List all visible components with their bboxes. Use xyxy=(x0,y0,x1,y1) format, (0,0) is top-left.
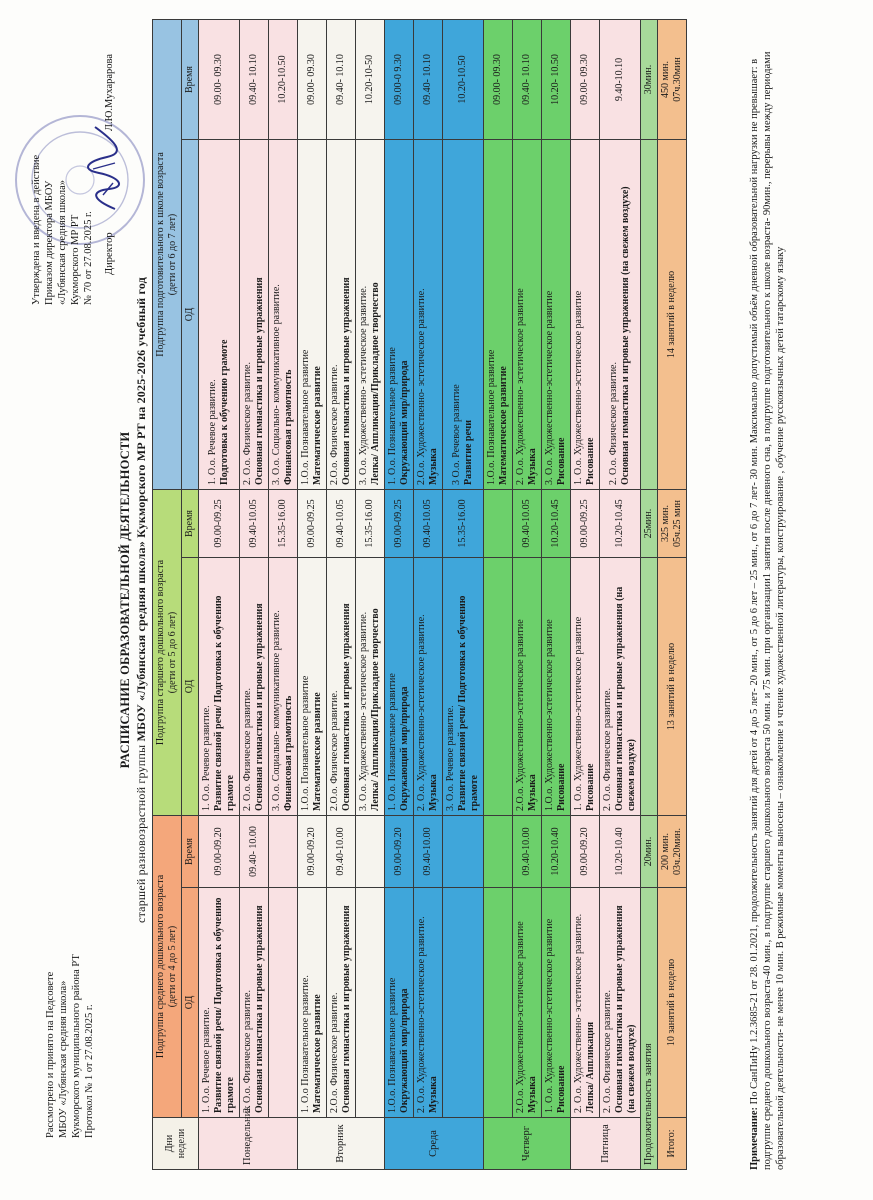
schedule-row xyxy=(240,19,269,1169)
activity-area: 1.О.о. Познавательное развитие xyxy=(486,349,497,485)
day-name: Пятница xyxy=(599,1124,611,1163)
activity-time: 09.40- 10.10 xyxy=(414,19,443,139)
director-label: Директор xyxy=(104,232,115,275)
activity-area: 2. О.о. Художественно- эстетическое развитие xyxy=(515,288,526,485)
activity-title: Подготовка к обучению грамоте xyxy=(219,339,230,485)
group-age: (дети от 6 до 7 лет) xyxy=(167,213,178,296)
activity-cell xyxy=(356,139,385,489)
schedule-row xyxy=(600,19,641,1169)
activity-cell xyxy=(542,888,571,1118)
totals-time-senior xyxy=(658,489,687,557)
activity-cell xyxy=(298,139,327,489)
activity-time: 09.40-10.05 xyxy=(414,489,443,557)
activity-time: 09.40-10.05 xyxy=(513,489,542,557)
activity-time: 10.20-10.40 xyxy=(542,816,571,888)
totals-minutes: 200 мин. xyxy=(660,832,671,871)
duration-value-preparatory: 30мин. xyxy=(641,19,658,139)
duration-label: Продолжительность занятия xyxy=(641,888,658,1170)
header-row-columns xyxy=(182,19,199,1169)
activity-area: 2.О.о. Физическое развитие. xyxy=(329,690,340,811)
activity-area: 2.О.о. Физическое развитие. xyxy=(329,992,340,1113)
activity-cell xyxy=(513,558,542,816)
activity-cell xyxy=(327,558,356,816)
activity-cell xyxy=(600,558,641,816)
totals-hours: 07ч.30мин xyxy=(672,57,683,102)
activity-cell xyxy=(513,139,542,489)
activity-cell xyxy=(269,558,298,816)
activity-title: Развитие связной речи/ Подготовка к обучению грамоте xyxy=(213,897,236,1113)
activity-time: 15.35-16.00 xyxy=(269,489,298,557)
activity-cell xyxy=(356,558,385,816)
activity-area: 2. О.о. Физическое развитие. xyxy=(242,990,253,1113)
approval-right-line: Кукморского МР РТ xyxy=(70,214,81,305)
activity-title: Основная гимнастика и игровые упражнения (на свежем воздухе) xyxy=(614,586,637,811)
activity-area: 1. О.о. Художественно-эстетическое развитие xyxy=(573,616,584,811)
activity-area: 2. О.о. Физическое развитие. xyxy=(242,362,253,485)
activity-time: 09.40- 10.10 xyxy=(327,19,356,139)
activity-cell xyxy=(443,888,484,1118)
activity-area: 2. О.о. Физическое развитие. xyxy=(602,990,613,1113)
activity-title: Окружающий мир/природа xyxy=(399,988,410,1113)
activity-cell xyxy=(385,558,414,816)
activity-title: Рисование xyxy=(585,763,596,811)
activity-area: 1.О.о. Познавательное развитие xyxy=(387,977,398,1113)
totals-count-preparatory: 14 занятий в неделю xyxy=(658,139,687,489)
activity-area: 3. О.о. Социально- коммуникативное развитие. xyxy=(271,610,282,811)
activity-title: Основная гимнастика и игровые упражнения xyxy=(254,603,265,811)
activity-cell xyxy=(571,139,600,489)
day-name: Понедельник xyxy=(242,1105,253,1165)
footnote-label: Примечание: xyxy=(749,1106,760,1170)
activity-area: 2.О.о. Художественно- эстетическое развитие. xyxy=(416,288,427,485)
activity-time: 15.35-16.00 xyxy=(356,489,385,557)
activity-title: Основная гимнастика и игровые упражнения xyxy=(254,905,265,1113)
day-label-thursday xyxy=(484,1118,571,1170)
activity-time: 10.20- 10.50 xyxy=(542,19,571,139)
approval-right-line: № 70 от 27.08.2025 г. xyxy=(83,211,94,305)
activity-title: Рисование xyxy=(585,437,596,485)
activity-time: 09.00- 09.30 xyxy=(199,19,240,139)
activity-cell xyxy=(385,139,414,489)
activity-cell xyxy=(240,558,269,816)
activity-title: Основная гимнастика и игровые упражнения xyxy=(341,277,352,485)
activity-time: 09.40- 10.00 xyxy=(240,816,269,888)
approval-block-right xyxy=(30,25,116,305)
activity-time: 10.20-10.50 xyxy=(443,19,484,139)
approval-block-left xyxy=(44,838,96,1138)
day-name: Четверг xyxy=(521,1125,532,1162)
activity-title: Музыка xyxy=(527,1076,538,1113)
activity-area: 2. О.о. Физическое развитие. xyxy=(242,688,253,811)
activity-cell xyxy=(484,888,513,1118)
activity-title: Основная гимнастика и игровые упражнения xyxy=(254,277,265,485)
approval-right-line: Приказом директора МБОУ xyxy=(44,180,55,305)
activity-cell xyxy=(600,139,641,489)
activity-cell xyxy=(298,888,327,1118)
activity-time: 09.00-09.25 xyxy=(199,489,240,557)
activity-time: 09.00-0 9.30 xyxy=(385,19,414,139)
activity-time: 09.40- 10.10 xyxy=(513,19,542,139)
activity-time: 09.40-10.00 xyxy=(513,816,542,888)
activity-time: 9.40-10.10 xyxy=(600,19,641,139)
activity-area: 3. О.о. Художественно-эстетическое развитие xyxy=(544,290,555,485)
activity-time: 09.00-09.20 xyxy=(571,816,600,888)
activity-area: 2. О.о. Художественно-эстетическое развитие. xyxy=(416,614,427,811)
activity-title: Основная гимнастика и игровые упражнения (на свежем воздухе) xyxy=(614,905,637,1113)
activity-title: Финансовая грамотность xyxy=(283,695,294,811)
activity-title: Музыка xyxy=(527,774,538,811)
duration-value-middle: 20мин. xyxy=(641,816,658,888)
time-column-header: Время xyxy=(182,489,199,557)
activity-time: 10.20-10.45 xyxy=(600,489,641,557)
schedule-row xyxy=(385,19,414,1169)
schedule-row xyxy=(513,19,542,1169)
activity-cell xyxy=(513,888,542,1118)
activity-area: 3 О.о. Речевое развитие xyxy=(451,384,462,485)
activity-time: 09.40-10.05 xyxy=(327,489,356,557)
activity-time: 10.20-10.45 xyxy=(542,489,571,557)
activity-cell xyxy=(484,139,513,489)
activity-time: 09.00-09.20 xyxy=(199,816,240,888)
od-column-header: ОД xyxy=(182,139,199,489)
schedule-row xyxy=(414,19,443,1169)
activity-time: 09.00- 09.30 xyxy=(298,19,327,139)
schedule-row xyxy=(484,19,513,1169)
activity-time: 09.00-09.25 xyxy=(571,489,600,557)
activity-time: 09.40-10.00 xyxy=(414,816,443,888)
activity-area: 3. О.о. Речевое развитие. xyxy=(445,705,456,811)
activity-time: 09.40- 10.10 xyxy=(240,19,269,139)
activity-title: Развитие речи xyxy=(463,419,474,485)
document-title: РАСПИСАНИЕ ОБРАЗОВАТЕЛЬНОЙ ДЕЯТЕЛЬНОСТИ xyxy=(118,431,132,769)
activity-area: 2.О.о. Физическое развитие. xyxy=(329,364,340,485)
totals-time-preparatory xyxy=(658,19,687,139)
activity-time xyxy=(484,816,513,888)
schedule-row xyxy=(542,19,571,1169)
totals-count-middle: 10 занятий в неделю xyxy=(658,888,687,1118)
group-name: Подгруппа старшего дошкольного возраста xyxy=(155,559,166,746)
activity-area: 1.О.о. Познавательное развитие xyxy=(300,675,311,811)
group-age: (дети от 5 до 6 лет) xyxy=(167,611,178,694)
header-row-groups xyxy=(153,19,182,1169)
activity-cell xyxy=(269,139,298,489)
totals-row xyxy=(658,19,687,1169)
activity-title: Лепка/ Аппликация/Прикладное творчество xyxy=(370,608,381,811)
activity-time: 09.40-10.00 xyxy=(327,816,356,888)
duration-row xyxy=(641,19,658,1169)
approval-left-line: Кукморского муниципального района РТ xyxy=(71,954,82,1138)
activity-time xyxy=(484,489,513,557)
activity-cell xyxy=(414,558,443,816)
group-header-middle xyxy=(153,816,182,1118)
group-name: Подгруппа подготовительного к школе возраста xyxy=(155,152,166,357)
activity-cell xyxy=(542,139,571,489)
day-label-monday xyxy=(199,1105,298,1170)
day-label-friday xyxy=(571,1118,641,1170)
day-column-header: Дни недели xyxy=(153,1118,199,1170)
activity-cell xyxy=(600,888,641,1118)
activity-title: Развитие связной речи/ Подготовка к обучению грамоте xyxy=(213,595,236,811)
activity-cell xyxy=(385,888,414,1118)
activity-time: 09.00-09.20 xyxy=(385,816,414,888)
activity-cell xyxy=(356,888,385,1118)
group-header-senior xyxy=(153,489,182,815)
activity-title: Математическое развитие xyxy=(312,692,323,811)
group-header-preparatory xyxy=(153,19,182,489)
subtitle-school: МБОУ «Лубянская средняя школа» Кукморского МР РТ на 2025-2026 учебный год xyxy=(134,277,148,742)
activity-cell xyxy=(298,558,327,816)
activity-time xyxy=(356,816,385,888)
activity-cell xyxy=(571,888,600,1118)
totals-minutes: 325 мин. xyxy=(660,504,671,543)
schedule-row xyxy=(269,19,298,1169)
schedule-row xyxy=(571,19,600,1169)
activity-area: 1.О.о. Художественно-эстетическое развитие xyxy=(544,619,555,811)
activity-cell xyxy=(327,888,356,1118)
activity-time: 10.20-10.40 xyxy=(600,816,641,888)
activity-area: 1. О.о Познавательное развитие. xyxy=(300,975,311,1113)
activity-cell xyxy=(414,888,443,1118)
approval-left-line: Протокол № 1 от 27.08.2025 г. xyxy=(84,1004,95,1138)
activity-cell xyxy=(199,888,240,1118)
activity-cell xyxy=(443,558,484,816)
activity-area: 1. О.о. Речевое развитие. xyxy=(201,1007,212,1113)
activity-area: 1. О.о. Речевое развитие. xyxy=(201,705,212,811)
od-column-header: ОД xyxy=(182,888,199,1118)
activity-cell xyxy=(199,558,240,816)
activity-time: 09.00- 09.30 xyxy=(571,19,600,139)
activity-area: 2. О.о. Физическое развитие. xyxy=(608,362,619,485)
activity-title: Развитие связной речи/ Подготовка к обучению грамоте xyxy=(457,595,480,811)
director-line xyxy=(103,25,116,275)
activity-area: 1. О.о. Речевое развитие. xyxy=(207,379,218,485)
approval-right-line: Утверждена и введена в действие xyxy=(31,154,42,305)
schedule-row xyxy=(443,19,484,1169)
activity-area: 2.О.о. Художественно-эстетическое развитие xyxy=(515,619,526,811)
activity-title: Рисование xyxy=(556,1065,567,1113)
totals-hours: 03ч.20мин. xyxy=(672,827,683,876)
activity-area: 1. О.о. Художественно-эстетическое развитие xyxy=(573,290,584,485)
totals-time-middle xyxy=(658,816,687,888)
schedule-body xyxy=(199,19,641,1169)
od-column-header: ОД xyxy=(182,558,199,816)
activity-cell xyxy=(269,888,298,1118)
activity-cell xyxy=(571,558,600,816)
totals-count-senior: 13 занятий в неделю xyxy=(658,558,687,816)
activity-cell xyxy=(542,558,571,816)
day-name: Вторник xyxy=(335,1124,346,1163)
activity-title: Финансовая грамотность xyxy=(283,369,294,485)
activity-time: 09.40-10.05 xyxy=(240,489,269,557)
totals-minutes: 450 мин. xyxy=(660,60,671,98)
activity-title: Математическое развитие xyxy=(312,994,323,1113)
schedule-row xyxy=(199,19,240,1169)
schedule-row xyxy=(298,19,327,1169)
schedule-row xyxy=(327,19,356,1169)
activity-title: Математическое развитие xyxy=(312,366,323,485)
totals-hours: 05ч.25 мин xyxy=(672,499,683,548)
activity-title: Основная гимнастика и игровые упражнения xyxy=(341,905,352,1113)
activity-cell xyxy=(443,139,484,489)
totals-label: Итого: xyxy=(658,1118,687,1170)
activity-area: 3. О.о. Художественно- эстетическое развитие. xyxy=(358,285,369,485)
activity-title: Рисование xyxy=(556,437,567,485)
group-age: (дети от 4 до 5 лет) xyxy=(167,925,178,1008)
activity-area: 1. О.о. Познавательное развитие xyxy=(387,673,398,811)
subtitle-group: старшей разновозрастной группы xyxy=(134,744,148,923)
activity-time: 09.00-09.25 xyxy=(298,489,327,557)
director-name: Л.Ю.Мухарарова xyxy=(104,53,115,132)
activity-time: 09.00-09.20 xyxy=(298,816,327,888)
activity-time: 15.35-16.00 xyxy=(443,489,484,557)
activity-cell xyxy=(484,558,513,816)
activity-area: 1. О.о. Художественно-эстетическое развитие xyxy=(544,918,555,1113)
approval-left-line: МБОУ «Лубянская средняя школа» xyxy=(58,980,69,1138)
activity-area: 3. О.о. Социально- коммуникативное развитие. xyxy=(271,284,282,485)
activity-area: 2.О.о. Художественно-эстетическое развитие xyxy=(515,921,526,1113)
activity-title: Музыка xyxy=(428,774,439,811)
time-column-header: Время xyxy=(182,816,199,888)
activity-area: 1. О.о. Познавательное развитие xyxy=(387,347,398,485)
activity-title: Музыка xyxy=(428,448,439,485)
activity-cell xyxy=(240,888,269,1118)
activity-cell xyxy=(240,139,269,489)
day-name: Среда xyxy=(428,1130,439,1157)
activity-time: 10.20-10-50 xyxy=(356,19,385,139)
footnote-text: По СанПиНу 1.2.3685-21 от 28. 01.2021, продолжительность занятий для детей от 4 до 5 лет- 20 мин., от 5 до 6 лет – 25 мин., от 6 до 7 лет- 30 мин. Максимально допустимый объём дневной образовательной нагрузки не превышает: в подгруппе среднего дошкольного возраста-40 мин., в подгруппе старшего дошкольного возраста 50 мин. и 75 мин. при организации1 занятия после дневного сна, в подгруппе подготовительного к школе возраста- 90мин., перерывы между периодами образовательной деятельности- не менее 10 мин. В режимные моменты выносены – ознакомление и чтение художественной литературы, конструирование , обучение русскоязычных детей татарскому языку xyxy=(749,51,786,1170)
activity-title: Окружающий мир/природа xyxy=(399,686,410,811)
activity-cell xyxy=(327,139,356,489)
activity-area: 2. О.о. Физическое развитие. xyxy=(602,688,613,811)
activity-title: Основная гимнастика и игровые упражнения xyxy=(341,603,352,811)
activity-area: 2. О.о. Художественно-эстетическое развитие. xyxy=(416,916,427,1113)
day-label-tuesday xyxy=(298,1118,385,1170)
activity-time xyxy=(269,816,298,888)
activity-title: Лепка/ Аппликация xyxy=(585,1021,596,1113)
duration-value-senior: 25мин. xyxy=(641,489,658,557)
time-column-header: Время xyxy=(182,19,199,139)
activity-area: 3. О.о. Художественно- эстетическое развитие. xyxy=(358,611,369,811)
activity-area: 1.О.о. Познавательное развитие xyxy=(300,349,311,485)
schedule-table xyxy=(152,19,687,1170)
activity-title: Окружающий мир/природа xyxy=(399,360,410,485)
activity-title: Математическое развитие xyxy=(498,366,509,485)
group-name: Подгруппа среднего дошкольного возраста xyxy=(155,874,166,1059)
schedule-row xyxy=(356,19,385,1169)
activity-area: 2. О.о. Художественно- эстетическое развитие. xyxy=(573,913,584,1113)
activity-time: 09.00-09.25 xyxy=(385,489,414,557)
activity-time: 10.20-10.50 xyxy=(269,19,298,139)
activity-time xyxy=(443,816,484,888)
activity-title: Музыка xyxy=(527,448,538,485)
day-label-wednesday xyxy=(385,1118,484,1170)
activity-title: Основная гимнастика и игровые упражнения (на свежем воздухе) xyxy=(620,186,631,485)
approval-right-line: «Лубянская средняя школа» xyxy=(57,179,68,305)
activity-title: Рисование xyxy=(556,763,567,811)
approval-left-line: Рассмотрено и принято на Педсовете xyxy=(45,971,56,1138)
activity-time: 09.00- 09.30 xyxy=(484,19,513,139)
activity-title: Музыка xyxy=(428,1076,439,1113)
activity-cell xyxy=(414,139,443,489)
document-subtitle xyxy=(134,0,149,1200)
activity-title: Лепка/ Аппликация/Прикладное творчество xyxy=(370,282,381,485)
activity-cell xyxy=(199,139,240,489)
footnote xyxy=(748,30,787,1170)
